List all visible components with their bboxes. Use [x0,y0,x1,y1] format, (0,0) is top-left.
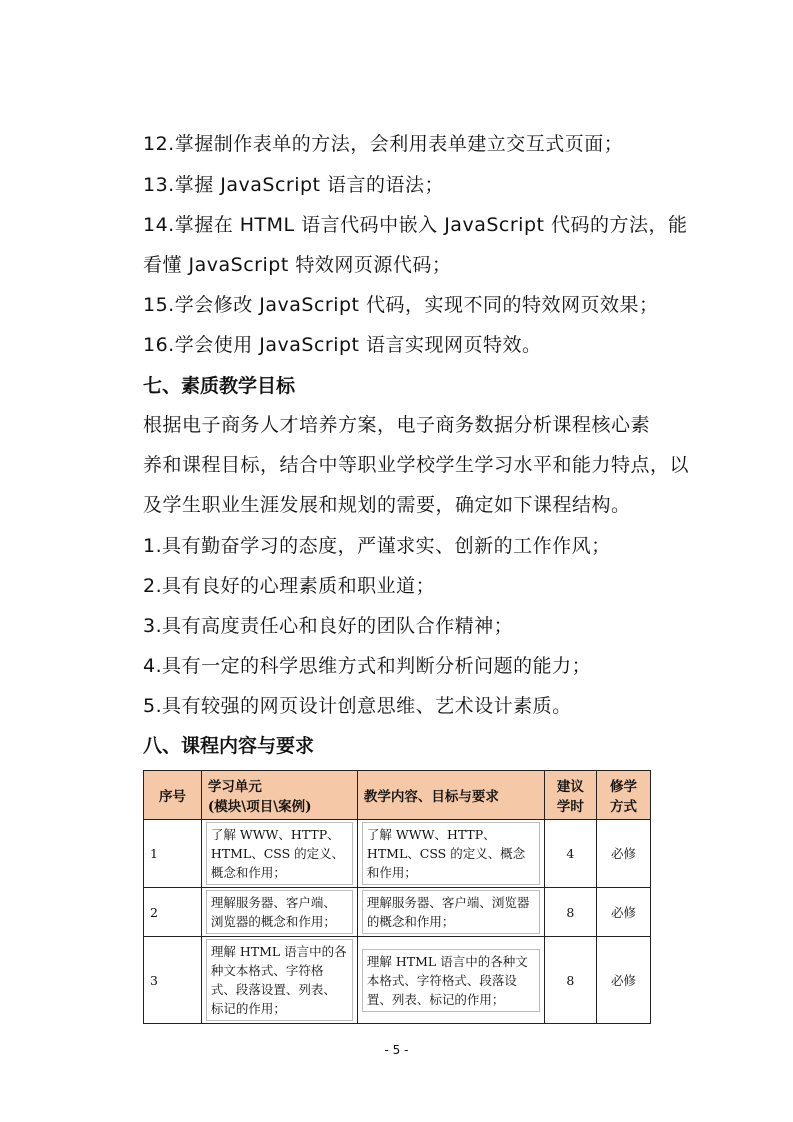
cell-hours: 8 [544,937,596,1024]
list-item-14-cont: 看懂 JavaScript 特效网页源代码； [143,254,452,276]
cell-content: 了解 WWW、HTTP、HTML、CSS 的定义、概念和作用； [357,820,544,888]
list-item-13: 13.掌握 JavaScript 语言的语法； [143,174,445,196]
table-header-row [144,771,651,820]
cell-content: 理解 HTML 语言中的各种文本格式、字符格式、段落设置、列表、标记的作用； [357,937,544,1024]
cell-mode: 必修 [596,820,650,888]
section-8-heading: 八、课程内容与要求 [143,735,315,757]
cell-hours: 4 [544,820,596,888]
section-7-heading: 七、素质教学目标 [143,375,296,397]
section-7-intro-line-3: 及学生职业生涯发展和规划的需要，确定如下课程结构。 [143,494,631,516]
cell-index: 1 [144,820,202,888]
cell-index: 2 [144,888,202,937]
header-hours: 建议 学时 [544,771,596,820]
quality-item-3: 3.具有高度责任心和良好的团队合作精神； [143,615,514,637]
cell-unit: 了解 WWW、HTTP、HTML、CSS 的定义、概念和作用； [201,820,357,888]
header-content: 教学内容、目标与要求 [357,771,544,820]
list-item-16: 16.学会使用 JavaScript 语言实现网页特效。 [143,334,542,356]
page-number: - 5 - [384,1043,409,1057]
header-mode: 修学 方式 [596,771,650,820]
header-unit: 学习单元 (模块\项目\案例) [201,771,357,820]
quality-item-5: 5.具有较强的网页设计创意思维、艺术设计素质。 [143,695,572,717]
section-7-intro-line-1: 根据电子商务人才培养方案，电子商务数据分析课程核心素 [143,414,651,436]
table-row [144,888,651,937]
table-row [144,820,651,888]
list-item-14: 14.掌握在 HTML 语言代码中嵌入 JavaScript 代码的方法，能 [143,214,688,236]
header-index: 序号 [144,771,202,820]
course-content-table [143,770,651,1024]
cell-unit: 理解 HTML 语言中的各种文本格式、字符格式、段落设置、列表、标记的作用； [201,937,357,1024]
quality-item-1: 1.具有勤奋学习的态度，严谨求实、创新的工作作风； [143,535,611,557]
table-row [144,937,651,1024]
cell-unit: 理解服务器、客户端、浏览器的概念和作用； [201,888,357,937]
quality-item-2: 2.具有良好的心理素质和职业道； [143,575,436,597]
cell-content: 理解服务器、客户端、浏览器的概念和作用； [357,888,544,937]
cell-mode: 必修 [596,888,650,937]
list-item-15: 15.学会修改 JavaScript 代码，实现不同的特效网页效果； [143,294,659,316]
list-item-12: 12.掌握制作表单的方法，会利用表单建立交互式页面； [143,133,624,155]
cell-mode: 必修 [596,937,650,1024]
cell-index: 3 [144,937,202,1024]
cell-hours: 8 [544,888,596,937]
section-7-intro-line-2: 养和课程目标，结合中等职业学校学生学习水平和能力特点，以 [143,454,690,476]
quality-item-4: 4.具有一定的科学思维方式和判断分析问题的能力； [143,655,592,677]
